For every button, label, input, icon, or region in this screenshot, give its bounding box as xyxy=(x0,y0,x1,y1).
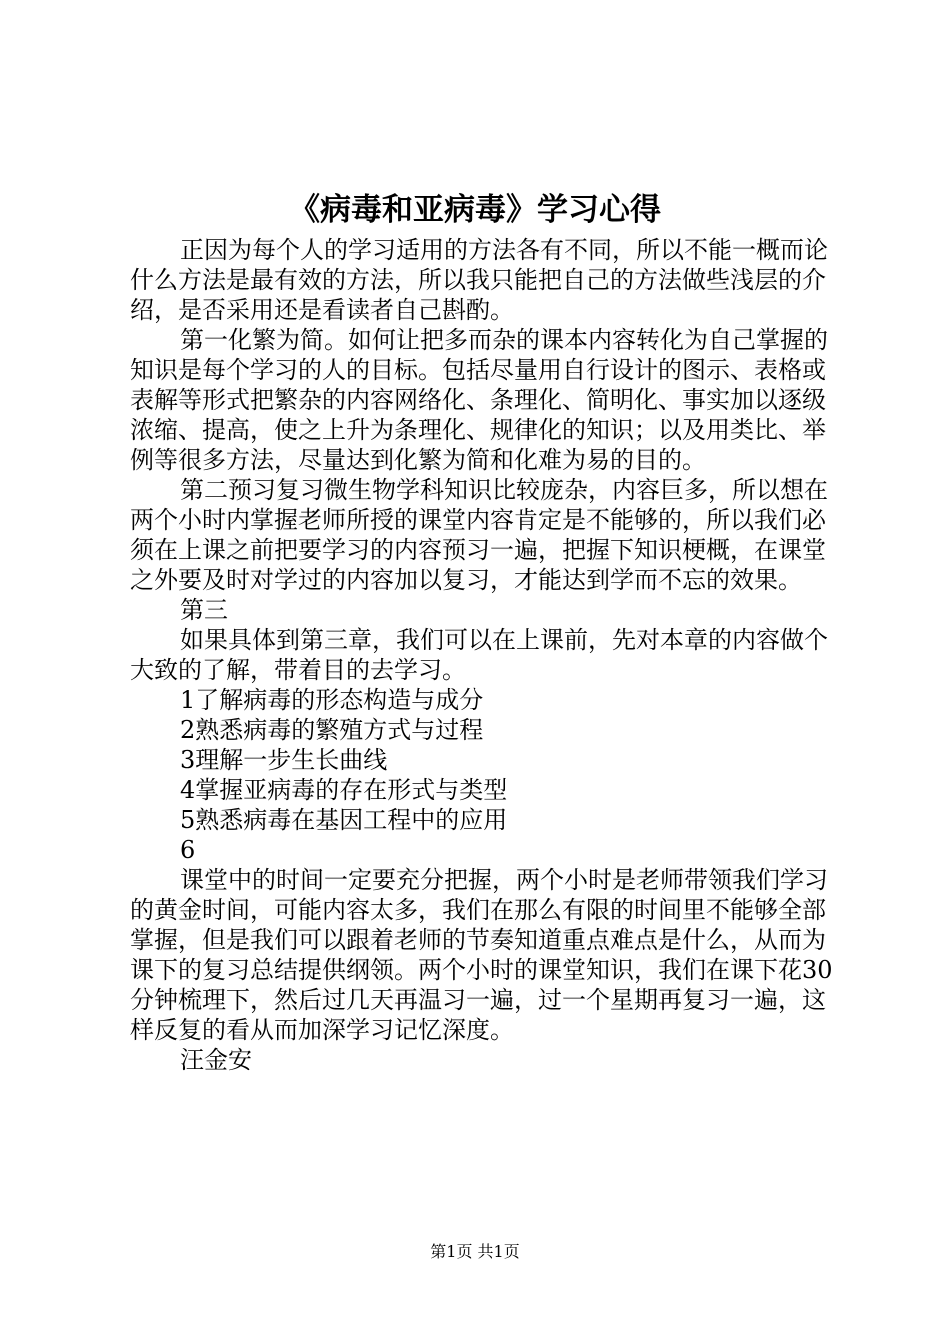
paragraph-third: 第三 xyxy=(180,596,228,624)
list-item: 4掌握亚病毒的存在形式与类型 xyxy=(180,776,508,804)
list-item: 2熟悉病毒的繁殖方式与过程 xyxy=(180,716,484,744)
paragraph-simplify: 第一化繁为简。如何让把多而杂的课本内容转化为自己掌握的知识是每个学习的人的目标。包括尽量用自行设计的图示、表格或表解等形式把繁杂的内容网络化、条理化、简明化、事实加以逐级浓缩、提高，使之上升为条理化、规律化的知识；以及用类比、举例等很多方法，尽量达到化繁为简和化难为易的目的。 xyxy=(130,326,828,474)
list-item: 6 xyxy=(180,836,196,864)
paragraph-preview-review: 第二预习复习微生物学科知识比较庞杂，内容巨多，所以想在两个小时内掌握老师所授的课堂内容肯定是不能够的，所以我们必须在上课之前把要学习的内容预习一遍，把握下知识梗概，在课堂之外要及时对学过的内容加以复习，才能达到学而不忘的效果。 xyxy=(130,476,828,594)
paragraph-classroom-time: 课堂中的时间一定要充分把握，两个小时是老师带领我们学习的黄金时间，可能内容太多，我们在那么有限的时间里不能够全部掌握，但是我们可以跟着老师的节奏知道重点难点是什么，从而为课下的复习总结提供纲领。两个小时的课堂知识，我们在课下花30分钟梳理下，然后过几天再温习一遍，过一个星期再复习一遍，这样反复的看从而加深学习记忆深度。 xyxy=(130,866,833,1044)
paragraph-chapter-three: 如果具体到第三章，我们可以在上课前，先对本章的内容做个大致的了解，带着目的去学习。 xyxy=(130,626,828,684)
list-item: 1了解病毒的形态构造与成分 xyxy=(180,686,484,714)
document-body xyxy=(130,235,842,1075)
paragraph-intro: 正因为每个人的学习适用的方法各有不同，所以不能一概而论什么方法是最有效的方法，所以我只能把自己的方法做些浅层的介绍，是否采用还是看读者自己斟酌。 xyxy=(130,236,828,324)
page-footer: 第1页 共1页 xyxy=(430,1242,520,1261)
author-name: 汪金安 xyxy=(180,1046,252,1074)
list-item: 3理解一步生长曲线 xyxy=(180,746,388,774)
document-title: 《病毒和亚病毒》学习心得 xyxy=(289,192,661,228)
list-item: 5熟悉病毒在基因工程中的应用 xyxy=(180,806,508,834)
